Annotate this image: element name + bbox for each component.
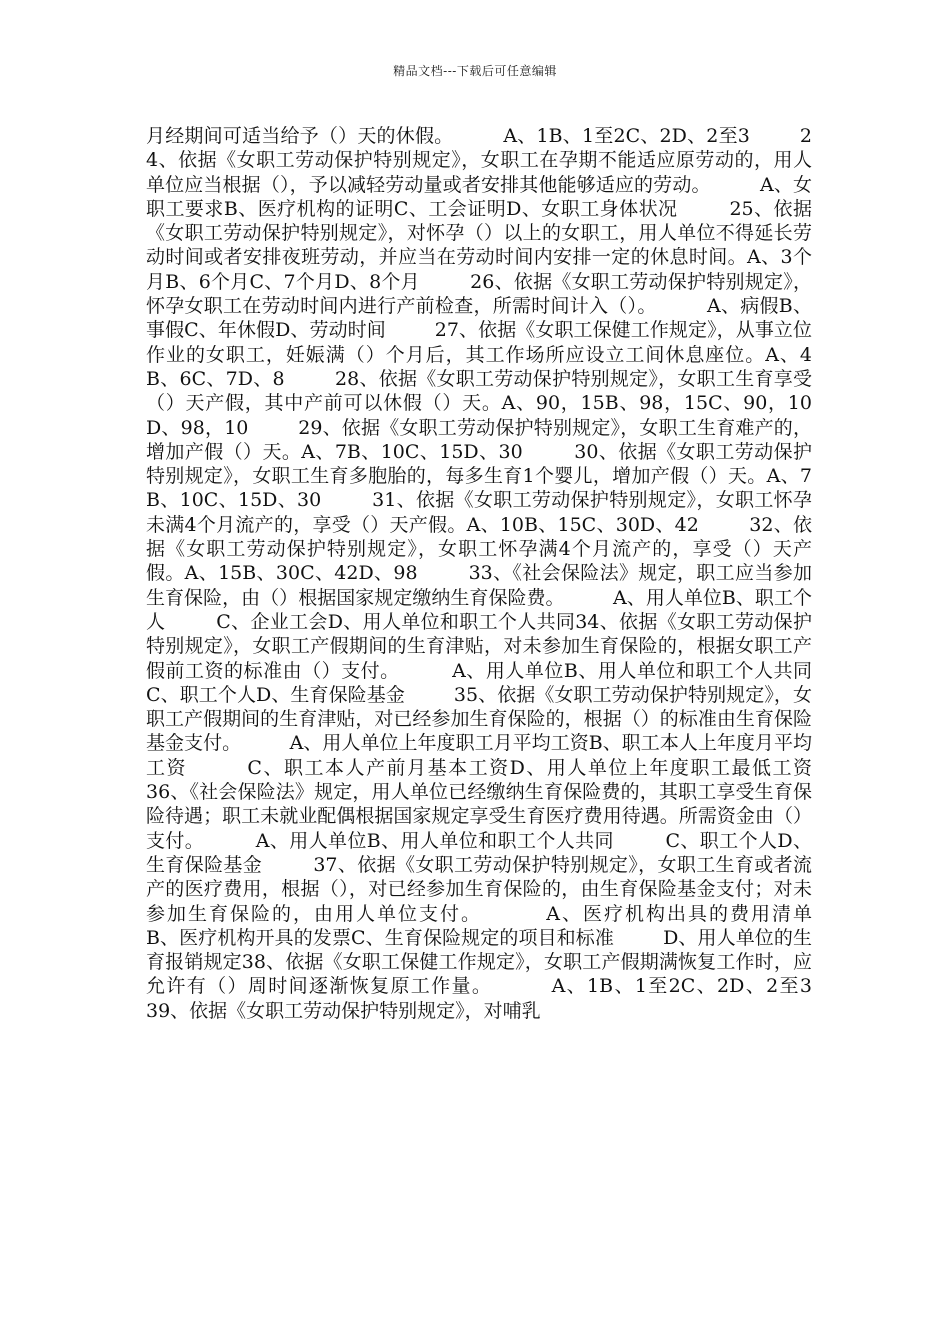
document-body-text: 月经期间可适当给予（）天的休假。 A、1B、1至2C、2D、2至3 24、依据《女职工劳动保护特别规定》，女职工在孕期不能适应原劳动的，用人单位应当根据（），予以减轻劳动量或者安排其他能够适应的劳动。 A、女职工要求B、医疗机构的证明C、工会证明D、女职工身体状况 25、依据《女职工劳动保护特别规定》，对怀孕（）以上的女职工，用人单位不得延长劳动时间或者安排夜班劳动，并应当在劳动时间内安排一定的休息时间。A、3个月B、6个月C、7个月D、8个月 26、依据《女职工劳动保护特别规定》，怀孕女职工在劳动时间内进行产前检查，所需时间计入（）。 A、病假B、事假C、年休假D、劳动时间 27、依据《女职工保健工作规定》，从事立位作业的女职工，妊娠满（）个月后，其工作场所应设立工间休息座位。A、4B、6C、7D、8 28、依据《女职工劳动保护特别规定》，女职工生育享受（）天产假，其中产前可以休假（）天。A、90，15B、98，15C、90，10D、98，10 29、依据《女职工劳动保护特别规定》，女职工生育难产的，增加产假（）天。A、7B、10C、15D、30 30、依据《女职工劳动保护特别规定》，女职工生育多胞胎的，每多生育1个婴儿，增加产假（）天。A、7B、10C、15D、30 31、依据《女职工劳动保护特别规定》，女职工怀孕未满4个月流产的，享受（）天产假。A、10B、15C、30D、42 32、依据《女职工劳动保护特别规定》，女职工怀孕满4个月流产的，享受（）天产假。A、15B、30C、42D、98 33、《社会保险法》规定，职工应当参加生育保险，由（）根据国家规定缴纳生育保险费。 A、用人单位B、职工个人 C、企业工会D、用人单位和职工个人共同34、依据《女职工劳动保护特别规定》，女职工产假期间的生育津贴，对未参加生育保险的，根据女职工产假前工资的标准由（）支付。 A、用人单位B、用人单位和职工个人共同 C、职工个人D、生育保险基金 35、依据《女职工劳动保护特别规定》，女职工产假期间的生育津贴，对已经参加生育保险的，根据（）的标准由生育保险基金支付。 A、用人单位上年度职工月平均工资B、职工本人上年度月平均工资 C、职工本人产前月基本工资D、用人单位上年度职工最低工资 36、《社会保险法》规定，用人单位已经缴纳生育保险费的，其职工享受生育保险待遇；职工未就业配偶根据国家规定享受生育医疗费用待遇。所需资金由（）支付。 A、用人单位B、用人单位和职工个人共同 C、职工个人D、生育保险基金 37、依据《女职工劳动保护特别规定》，女职工生育或者流产的医疗费用，根据（），对已经参加生育保险的，由生育保险基金支付；对未参加生育保险的，由用人单位支付。 A、医疗机构出具的费用清单 B、医疗机构开具的发票C、生育保险规定的项目和标准 D、用人单位的生育报销规定38、依据《女职工保健工作规定》，女职工产假期满恢复工作时，应允许有（）周时间逐渐恢复原工作量。 A、1B、1至2C、2D、2至3 39、依据《女职工劳动保护特别规定》，对哺乳 — [146, 125, 861, 1022]
page-header: 精品文档---下载后可任意编辑 — [393, 64, 557, 78]
